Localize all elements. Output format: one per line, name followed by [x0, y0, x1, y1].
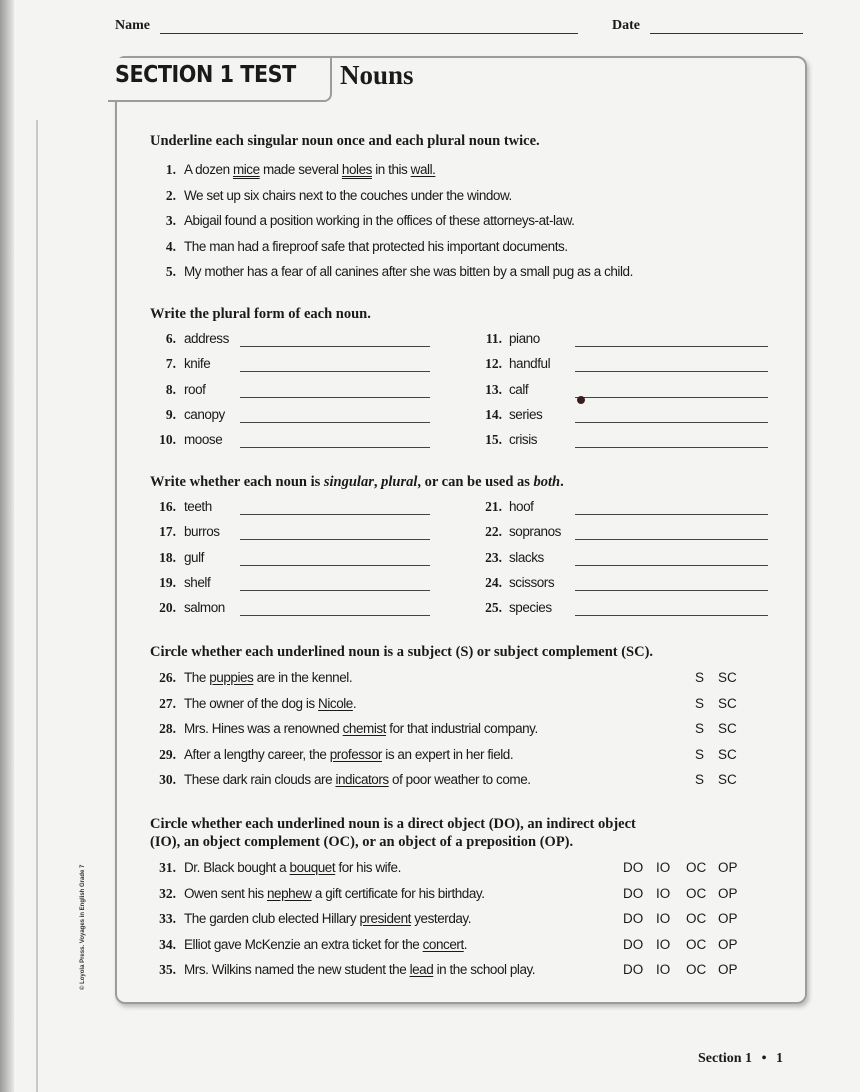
answer-option-op[interactable]: OP [718, 911, 738, 926]
noun-word: shelf [184, 574, 211, 590]
text-fragment: Owen sent his [184, 885, 267, 901]
answer-line[interactable] [240, 371, 430, 372]
noun-word: sopranos [509, 524, 561, 540]
question-number: 1. [165, 162, 176, 177]
answer-option-io[interactable]: IO [656, 962, 671, 977]
answer-option-do[interactable]: DO [623, 860, 644, 875]
text-fragment: made several [259, 162, 342, 177]
answer-option-s[interactable]: S [695, 695, 705, 711]
text-fragment: a gift certificate for his birthday. [311, 885, 485, 901]
noun-word: calf [509, 381, 529, 397]
text-fragment: . [463, 936, 468, 952]
question-text [184, 772, 531, 787]
question-number: 21. [485, 499, 502, 514]
question-number: 14. [485, 406, 502, 422]
text-fragment: The man had a fireproof safe that protected his important documents. [184, 238, 568, 254]
date-label: Date [612, 18, 640, 33]
instruction-fragment: , [373, 474, 382, 490]
noun-word: roof [184, 381, 206, 397]
question-number: 16. [159, 499, 176, 514]
noun-word: scissors [509, 574, 555, 590]
answer-option-oc[interactable]: OC [686, 911, 707, 926]
answer-line[interactable] [575, 615, 768, 616]
answer-option-s[interactable]: S [695, 772, 705, 787]
emphasis-term: plural [381, 474, 418, 490]
question-number: 12. [485, 356, 502, 372]
part4-instruction: Circle whether each underlined noun is a subject (S) or subject complement (SC). [150, 644, 654, 660]
pen-mark [577, 396, 585, 404]
answer-option-op[interactable]: OP [718, 962, 738, 977]
question-number: 34. [159, 936, 176, 952]
question-text [184, 213, 574, 228]
answer-line[interactable] [575, 371, 768, 372]
question-number: 32. [159, 885, 176, 901]
scan-binding-shadow [0, 0, 14, 1092]
question-number: 24. [485, 574, 502, 590]
text-fragment: in this [371, 162, 411, 177]
question-text [184, 188, 512, 203]
text-fragment: A dozen [184, 162, 233, 177]
underlined-noun: president [359, 911, 411, 926]
question-number: 7. [165, 356, 176, 372]
answer-line[interactable] [575, 565, 768, 566]
footer-page-number: 1 [775, 1051, 783, 1066]
text-fragment: Abigail found a position working in the offices of these attorneys-at-law. [184, 213, 575, 228]
question-number: 3. [165, 213, 176, 228]
text-fragment: After a lengthy career, the [184, 746, 330, 762]
answer-line[interactable] [240, 539, 430, 540]
answer-option-io[interactable]: IO [656, 860, 671, 875]
name-field[interactable] [160, 33, 578, 34]
question-number: 10. [159, 432, 176, 448]
question-text [184, 162, 435, 177]
noun-word: burros [184, 524, 220, 540]
question-text [184, 721, 538, 736]
question-number: 27. [159, 695, 176, 711]
emphasis-term: singular [323, 474, 374, 490]
question-number: 2. [165, 187, 176, 203]
answer-line[interactable] [240, 615, 430, 616]
question-number: 19. [159, 574, 176, 590]
question-text [184, 670, 352, 685]
question-text [184, 860, 401, 875]
noun-word: series [509, 406, 543, 422]
date-field[interactable] [650, 33, 803, 34]
answer-option-s[interactable]: S [695, 721, 705, 736]
instruction-fragment: , or can be used as [417, 474, 534, 490]
question-number: 29. [159, 746, 176, 762]
page-footer [698, 1051, 783, 1067]
answer-line[interactable] [240, 565, 430, 566]
answer-option-s[interactable]: S [695, 746, 705, 762]
question-number: 28. [159, 721, 176, 736]
question-number: 17. [159, 524, 176, 540]
question-text [184, 264, 633, 279]
text-fragment: The garden club elected Hillary [184, 911, 360, 926]
noun-word: salmon [184, 600, 225, 616]
noun-word: crisis [509, 432, 538, 448]
answer-option-op[interactable]: OP [718, 860, 738, 875]
name-label: Name [115, 18, 150, 33]
answer-line[interactable] [575, 397, 768, 398]
answer-option-sc[interactable]: SC [718, 772, 737, 787]
text-fragment: Dr. Black bought a [184, 860, 290, 875]
question-number: 5. [165, 264, 176, 279]
question-number: 6. [165, 331, 176, 346]
answer-option-do[interactable]: DO [623, 911, 644, 926]
underlined-noun: nephew [267, 885, 312, 901]
question-number: 26. [159, 670, 176, 685]
answer-option-io[interactable]: IO [656, 885, 671, 901]
underlined-noun: concert [422, 936, 464, 952]
answer-line[interactable] [240, 397, 430, 398]
answer-line[interactable] [240, 514, 430, 515]
text-fragment: The owner of the dog is [184, 695, 319, 711]
answer-line[interactable] [575, 590, 768, 591]
text-fragment: Mrs. Wilkins named the new student the [184, 962, 410, 977]
answer-option-oc[interactable]: OC [686, 860, 707, 875]
underlined-noun: puppies [209, 670, 254, 685]
text-fragment: of poor weather to come. [388, 772, 531, 787]
noun-word: moose [184, 432, 223, 448]
text-fragment: We set up six chairs next to the couches under the window. [184, 187, 512, 203]
underlined-noun: wall. [410, 162, 436, 177]
underlined-noun: holes [341, 162, 372, 177]
noun-word: slacks [509, 549, 544, 565]
answer-option-oc[interactable]: OC [686, 936, 707, 952]
part5-instruction-line1: Circle whether each underlined noun is a direct object (DO), an indirect object [150, 816, 636, 832]
copyright-credit: © Loyola Press. Voyages in English Grade 7 [80, 864, 86, 990]
question-number: 23. [485, 549, 502, 565]
noun-word: address [184, 331, 229, 346]
noun-word: piano [509, 331, 540, 346]
question-number: 9. [165, 406, 176, 422]
question-text [184, 886, 485, 901]
answer-option-do[interactable]: DO [623, 885, 644, 901]
section-title: SECTION 1 TEST [115, 62, 296, 88]
question-number: 4. [165, 238, 176, 254]
text-fragment: . [352, 695, 357, 711]
text-fragment: for his wife. [335, 860, 401, 875]
answer-line[interactable] [575, 422, 768, 423]
answer-line[interactable] [575, 514, 768, 515]
answer-option-sc[interactable]: SC [718, 721, 737, 736]
noun-word: canopy [184, 406, 225, 422]
question-number: 15. [485, 432, 502, 448]
text-fragment: yesterday. [410, 911, 472, 926]
text-fragment: The [184, 670, 210, 685]
text-fragment: Elliot gave McKenzie an extra ticket for the [184, 936, 423, 952]
answer-line[interactable] [240, 346, 430, 347]
question-text [184, 747, 513, 762]
underlined-noun: bouquet [289, 860, 336, 875]
underlined-noun: Nicole [318, 695, 353, 711]
scan-edge-line [36, 120, 38, 1092]
answer-option-op[interactable]: OP [718, 936, 738, 952]
question-text [184, 911, 471, 926]
answer-option-sc[interactable]: SC [718, 746, 737, 762]
answer-option-do[interactable]: DO [623, 936, 644, 952]
underlined-noun: lead [409, 962, 434, 977]
answer-line[interactable] [240, 447, 430, 448]
question-number: 22. [485, 524, 502, 540]
question-number: 33. [159, 911, 176, 926]
answer-option-sc[interactable]: SC [718, 670, 737, 685]
part1-instruction: Underline each singular noun once and each plural noun twice. [150, 133, 540, 149]
answer-line[interactable] [240, 422, 430, 423]
text-fragment: in the school play. [433, 962, 536, 977]
question-number: 35. [159, 962, 176, 977]
question-number: 13. [485, 381, 502, 397]
instruction-fragment: Write whether each noun is [150, 474, 324, 490]
emphasis-term: both [533, 474, 561, 490]
question-number: 20. [159, 600, 176, 616]
question-number: 31. [159, 860, 176, 875]
answer-option-op[interactable]: OP [718, 885, 738, 901]
question-text [184, 696, 356, 711]
underlined-noun: chemist [342, 721, 386, 736]
underlined-noun: mice [232, 162, 260, 177]
text-fragment: are in the kennel. [253, 670, 353, 685]
answer-option-oc[interactable]: OC [686, 885, 707, 901]
instruction-fragment: . [560, 474, 564, 490]
answer-option-s[interactable]: S [695, 670, 705, 685]
answer-line[interactable] [575, 447, 768, 448]
question-number: 11. [485, 331, 502, 346]
noun-word: knife [184, 356, 211, 372]
answer-option-io[interactable]: IO [656, 936, 671, 952]
answer-line[interactable] [575, 539, 768, 540]
text-fragment: is an expert in her field. [381, 746, 514, 762]
question-text [184, 962, 535, 977]
noun-word: species [509, 600, 552, 616]
text-fragment: My mother has a fear of all canines after she was bitten by a small pug as a child. [184, 264, 633, 279]
text-fragment: for that industrial company. [386, 721, 538, 736]
noun-word: gulf [184, 549, 204, 565]
footer-bullet: • [761, 1051, 767, 1066]
answer-option-do[interactable]: DO [623, 962, 644, 977]
underlined-noun: professor [329, 746, 382, 762]
question-number: 30. [159, 772, 176, 787]
text-fragment: Mrs. Hines was a renowned [184, 721, 343, 736]
question-number: 18. [159, 549, 176, 565]
part2-instruction: Write the plural form of each noun. [150, 306, 371, 322]
answer-option-io[interactable]: IO [656, 911, 671, 926]
text-fragment: These dark rain clouds are [184, 772, 336, 787]
question-text [184, 937, 467, 952]
part5-instruction-line2: (IO), an object complement (OC), or an object of a preposition (OP). [150, 834, 574, 850]
topic-title: Nouns [340, 60, 414, 90]
part3-instruction [150, 474, 564, 491]
question-text [184, 239, 568, 254]
noun-word: teeth [184, 499, 212, 514]
footer-section: Section 1 [698, 1051, 753, 1066]
answer-option-oc[interactable]: OC [686, 962, 707, 977]
answer-option-sc[interactable]: SC [718, 695, 737, 711]
noun-word: handful [509, 356, 551, 372]
answer-line[interactable] [240, 590, 430, 591]
underlined-noun: indicators [335, 772, 389, 787]
question-number: 8. [165, 381, 176, 397]
noun-word: hoof [509, 499, 534, 514]
question-number: 25. [485, 600, 502, 616]
answer-line[interactable] [575, 346, 768, 347]
